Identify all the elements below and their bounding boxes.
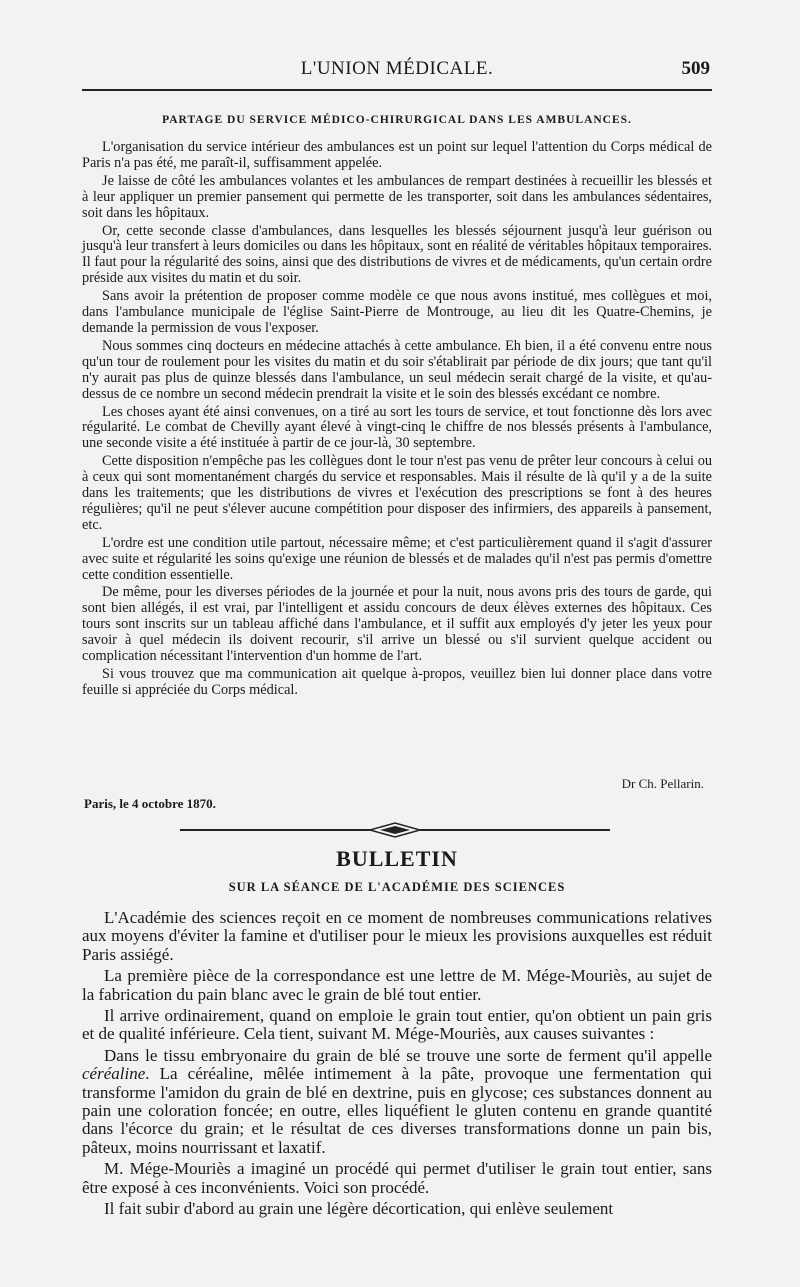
paragraph: Il arrive ordinairement, quand on emploie le grain tout entier, qu'on obtient un pain gris et de qualité inférieure. Cela tient, suivant M. Mége-Mouriès, aux causes suivantes : <box>82 1006 712 1044</box>
paragraph: Nous sommes cinq docteurs en médecine attachés à cette ambulance. Eh bien, il a été convenu entre nous qu'un tour de roulement pour les visites du matin et du soir s'établirait par période de dix jours; que tant qu'il n'y aurait pas plus de quinze blessés dans l'ambulance, un seul médecin serait chargé de la visite, et qu'au-dessus de ce nombre un second médecin prendrait la visite et le soin des blessés excédant ce nombre. <box>82 337 712 402</box>
text-run: . La céréaline, mêlée intimement à la pâte, provoque une fermentation qui transforme l'amidon du grain de blé en dextrine, puis en glycose; ces substances donnent au pain une coloration foncée; en outre, elles liquéfient le gluten contenu en grande quantité dans l'écorce du grain; et le résultat de ces diverses transformations donne un pain bis, pâteux, moins nourrissant et laxatif. <box>82 1064 712 1157</box>
paragraph: La première pièce de la correspondance est une lettre de M. Mége-Mouriès, au sujet de la fabrication du pain blanc avec le grain de blé tout entier. <box>82 966 712 1004</box>
bulletin-body <box>82 909 712 1219</box>
bulletin-title: BULLETIN <box>336 846 458 871</box>
running-header <box>82 56 712 88</box>
header-rule <box>82 89 712 91</box>
paragraph <box>82 1047 712 1157</box>
paragraph: L'ordre est une condition utile partout, nécessaire même; et c'est particulièrement quand il s'agit d'assurer avec suite et régularité les soins qu'exige une réunion de blessés et de malades qu'il n'est pas permis d'omettre cette condition essentielle. <box>82 534 712 583</box>
ornamental-divider <box>180 820 610 840</box>
paragraph: M. Mége-Mouriès a imaginé un procédé qui permet d'utiliser le grain tout entier, sans être exposé à ces inconvénients. Voici son procédé. <box>82 1159 712 1197</box>
paragraph: Cette disposition n'empêche pas les collègues dont le tour n'est pas venu de prêter leur concours à celui ou à ceux qui sont momentanément chargés du service et responsables. Mais il résulte de là qu'il y a de la suite dans les traitements; que les distributions de vivres et l'exécution des prescriptions se font à des heures régulières; qu'il ne peut s'élever aucune compétition pour disposer des infirmiers, des appareils à pansement, etc. <box>82 453 712 533</box>
section-heading: PARTAGE DU SERVICE MÉDICO-CHIRURGICAL DANS LES AMBULANCES. <box>162 114 632 126</box>
text-run: Dans le tissu embryonaire du grain de blé se trouve une sorte de ferment qu'il appelle <box>104 1045 712 1065</box>
paragraph: De même, pour les diverses périodes de la journée et pour la nuit, nous avons pris des tours de garde, qui sont bien allégés, il est vrai, par l'intelligent et assidu concours de deux élèves externes des hôpitaux. Ces tours sont inscrits sur un tableau affiché dans l'ambulance, et il suffit aux employés d'y jeter les yeux pour savoir à quel médecin ils doivent recourir, s'il arrive un blessé ou s'il survient quelque accident ou complication nécessitant l'intervention d'un homme de l'art. <box>82 584 712 665</box>
paragraph: Or, cette seconde classe d'ambulances, dans lesquelles les blessés séjournent jusqu'à leur guérison ou jusqu'à leur transfert à leurs domiciles ou dans les hôpitaux, sont en réalité de véritables hôpitaux temporaires. Il faut pour la régularité des soins, ainsi que des distributions de vivres et de médicaments, qu'un certain ordre préside aux visites du matin et du soir. <box>82 222 712 287</box>
dateline: Paris, le 4 octobre 1870. <box>84 796 216 811</box>
paragraph: Il fait subir d'abord au grain une légère décortication, qui enlève seulement <box>104 1199 614 1219</box>
italic-term: céréaline <box>82 1064 146 1084</box>
paragraph: Les choses ayant été ainsi convenues, on a tiré au sort les tours de service, et tout fonctionne dès lors avec régularité. Le combat de Chevilly ayant élevé à vingt-cinq le chiffre de nos blessés présents à l'ambulance, une seconde visite a été instituée à partir de ce jour-là, 30 septembre. <box>82 403 712 452</box>
paragraph: Je laisse de côté les ambulances volantes et les ambulances de rempart destinées à recueillir les blessés et à leur appliquer un premier pansement qui permette de les transporter, soit dans les ambulances sédentaires, soit dans les hôpitaux. <box>82 172 712 221</box>
bulletin-subtitle: SUR LA SÉANCE DE L'ACADÉMIE DES SCIENCES <box>228 880 566 894</box>
page-number: 509 <box>681 58 710 79</box>
paragraph: Sans avoir la prétention de proposer comme modèle ce que nous avons institué, mes collègues et moi, dans l'ambulance municipale de l'église Saint-Pierre de Montrouge, au lieu dit les Quatre-Chemins, je demande la permission de vous l'exposer. <box>82 288 712 336</box>
signature: Dr Ch. Pellarin. <box>621 776 704 791</box>
paragraph: L'organisation du service intérieur des ambulances est un point sur lequel l'attention du Corps médical de Paris n'a pas été, me paraît-il, suffisamment appelée. <box>82 139 712 171</box>
article-body <box>82 140 712 699</box>
paragraph: Si vous trouvez que ma communication ait quelque à-propos, veuillez bien lui donner place dans votre feuille si appréciée du Corps médical. <box>82 666 712 698</box>
paragraph: L'Académie des sciences reçoit en ce moment de nombreuses communications relatives aux moyens d'éviter la famine et d'utiliser pour le mieux les provisions auxquelles est réduit Paris assiégé. <box>82 908 712 964</box>
journal-title: L'UNION MÉDICALE. <box>300 58 494 79</box>
